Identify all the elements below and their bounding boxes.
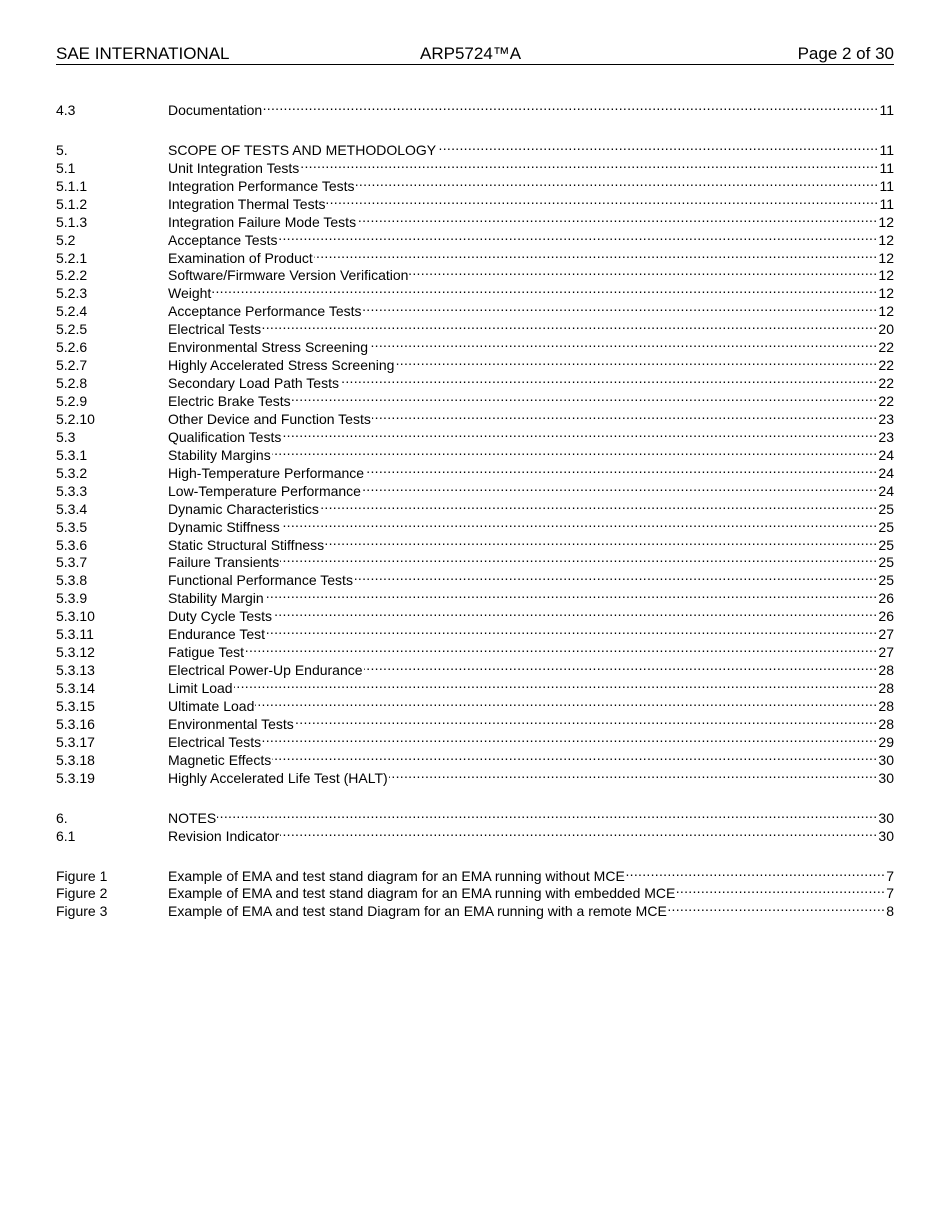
dot-leader [365,460,877,478]
toc-entry-page: 11 [879,195,894,212]
toc-entry-number: 5.3.12 [56,644,95,661]
toc-entry-title: Unit Integration Tests [168,159,300,176]
toc-entry-number: 5.3.6 [56,536,88,553]
toc-entry-page: 12 [878,213,894,230]
dot-leader [437,137,878,155]
header-page-number: Page 2 of 30 [797,44,894,63]
toc-entry-number: 5.3.11 [56,626,94,643]
toc-entry-page: 7 [886,885,894,902]
toc-entry-number: 5.3.14 [56,680,95,696]
toc-entry-number: 5.3 [56,428,76,445]
dot-leader [217,805,877,823]
header-document-number: ARP5724™A [420,44,522,63]
toc-entry-title: Integration Thermal Tests [168,195,326,212]
dot-leader [356,173,879,191]
toc-entry-number: 5. [56,141,68,158]
toc-entry-page: 22 [878,393,894,409]
toc-entry-title: Magnetic Effects [168,751,272,768]
toc-entry-number: 5.2.10 [56,410,95,427]
dot-leader [262,316,877,334]
dot-leader [362,478,877,496]
toc-entry-page: 12 [878,285,894,302]
dot-leader [626,863,885,881]
toc-entry-title: Low-Temperature Performance [168,482,361,499]
dot-leader [265,585,878,603]
dot-leader [369,334,877,352]
toc-entry-page: 12 [878,303,894,320]
toc-entry-page: 22 [878,375,894,392]
toc-entry-page: 11 [879,101,894,118]
toc-group [56,805,894,844]
toc-entry-title: Acceptance Tests [168,231,278,248]
toc-entry-page: 26 [878,608,894,625]
toc-entry-number: 5.2.2 [56,267,88,284]
header-organization: SAE INTERNATIONAL [56,44,230,63]
dot-leader [282,424,877,442]
toc-entry[interactable] [56,805,894,826]
toc-entry-title: Other Device and Function Tests [168,410,371,427]
toc-entry-title: Ultimate Load [168,697,255,714]
dot-leader [280,823,877,841]
toc-entry-number: 6.1 [56,827,76,844]
toc-entry-page: 25 [878,518,894,535]
toc-entry-title: Software/Firmware Version Verification [168,267,409,284]
toc-entry-title: Highly Accelerated Life Test (HALT) [168,769,388,786]
toc-entry-number: 5.3.10 [56,608,95,625]
toc-entry-title: Revision Indicator [168,827,280,844]
toc-entry-title: Electrical Power-Up Endurance [168,662,363,679]
dot-leader [272,442,878,460]
toc-entry-number: 5.2.5 [56,321,88,338]
dot-leader [262,729,877,747]
toc-entry-number: Figure 3 [56,903,108,920]
toc-entry-title: Examination of Product [168,249,313,266]
dot-leader [326,191,878,209]
toc-entry-title: Static Structural Stiffness [168,536,325,553]
dot-leader [363,298,878,316]
toc-entry-number: 5.2.1 [56,249,88,266]
toc-entry-number: 5.2.8 [56,375,88,392]
dot-leader [395,352,877,370]
page-header [56,44,894,65]
toc-entry-page: 28 [878,697,894,714]
dot-leader [325,532,877,550]
toc-entry[interactable] [56,863,894,884]
toc-entry-number: 5.2.3 [56,285,88,302]
toc-entry-number: 5.2.7 [56,357,88,374]
toc-entry-title: Integration Failure Mode Tests [168,213,357,230]
toc-entry-page: 28 [878,662,894,679]
toc-entry[interactable] [56,97,894,118]
toc-entry-page: 22 [878,357,894,374]
dot-leader [292,388,878,406]
toc-entry-page: 29 [878,733,894,750]
toc-entry-page: 28 [878,715,894,732]
toc-entry-title: Electric Brake Tests [168,393,291,409]
toc-entry-page: 25 [878,500,894,517]
dot-leader [245,639,877,657]
toc-entry-title: Example of EMA and test stand diagram for an EMA running without MCE [168,867,625,884]
toc-entry-number: 5.3.5 [56,518,88,535]
toc-entry-page: 23 [878,428,894,445]
toc-group [56,97,894,118]
dot-leader [263,97,878,115]
toc-entry-page: 25 [878,554,894,571]
dot-leader [668,898,885,916]
toc-entry-page: 27 [878,626,894,643]
toc-entry-page: 24 [878,464,894,481]
toc-entry-page: 30 [878,809,894,826]
toc-entry-page: 24 [878,482,894,499]
toc-entry-page: 12 [878,267,894,284]
dot-leader [409,263,877,281]
toc-entry-number: Figure 1 [56,867,108,884]
toc-entry-number: Figure 2 [56,885,108,902]
toc-entry-page: 24 [878,446,894,463]
toc-entry-title: High-Temperature Performance [168,464,365,481]
toc-entry-number: 5.3.8 [56,572,88,589]
toc-entry-number: 5.2 [56,231,76,248]
toc-entry-number: 4.3 [56,101,76,118]
toc-entry-number: 5.3.1 [56,446,88,463]
dot-leader [364,657,878,675]
toc-entry-page: 23 [878,410,894,427]
toc-entry[interactable] [56,137,894,158]
toc-entry-title: Environmental Stress Screening [168,339,368,356]
dot-leader [255,693,877,711]
toc-entry-number: 6. [56,809,68,826]
toc-entry-title: Qualification Tests [168,428,282,445]
toc-entry-title: NOTES [168,809,217,826]
dot-leader [389,765,878,783]
toc-entry-title: Integration Performance Tests [168,177,355,194]
table-of-contents [56,97,894,938]
toc-entry-page: 12 [878,249,894,266]
toc-entry-page: 8 [886,903,894,920]
toc-entry-title: Endurance Test [168,626,266,643]
toc-entry-page: 25 [878,572,894,589]
toc-entry-number: 5.1.1 [56,177,88,194]
toc-entry-number: 5.2.4 [56,303,88,320]
toc-entry-number: 5.1.3 [56,213,88,230]
toc-entry-title: Duty Cycle Tests [168,608,272,625]
toc-entry-number: 5.3.2 [56,464,88,481]
toc-entry-number: 5.3.19 [56,769,95,786]
toc-entry-title: Acceptance Performance Tests [168,303,362,320]
toc-entry-title: Stability Margin [168,590,264,607]
toc-entry-title: Example of EMA and test stand diagram for an EMA running with embedded MCE [168,885,676,902]
dot-leader [372,406,878,424]
dot-leader [295,711,878,729]
toc-entry-number: 5.3.9 [56,590,88,607]
toc-entry-number: 5.3.4 [56,500,88,517]
toc-entry-page: 30 [878,751,894,768]
dot-leader [354,567,877,585]
dot-leader [280,550,877,568]
toc-entry-title: Functional Performance Tests [168,572,353,589]
dot-leader [340,370,877,388]
toc-entry-number: 5.1.2 [56,195,88,212]
toc-entry-title: Weight [168,285,212,302]
toc-entry-title: Electrical Tests [168,321,262,338]
toc-entry-number: 5.3.16 [56,715,95,732]
toc-entry-page: 28 [878,680,894,696]
toc-entry-number: 5.3.13 [56,662,95,679]
toc-entry-page: 11 [879,159,894,176]
dot-leader [273,603,877,621]
dot-leader [212,280,877,298]
toc-entry-number: 5.3.18 [56,751,95,768]
toc-entry-page: 27 [878,644,894,661]
toc-entry-title: Highly Accelerated Stress Screening [168,357,395,374]
toc-entry-page: 30 [878,827,894,844]
toc-entry-title: Documentation [168,101,263,118]
toc-entry-page: 11 [879,141,894,158]
dot-leader [278,227,877,245]
toc-entry-page: 11 [879,177,894,194]
toc-entry-title: Environmental Tests [168,715,294,732]
dot-leader [266,621,877,639]
toc-entry-page: 7 [886,867,894,884]
toc-group [56,863,894,920]
toc-entry-title: SCOPE OF TESTS AND METHODOLOGY [168,141,437,158]
toc-entry-number: 5.1 [56,159,76,176]
toc-entry-number: 5.2.9 [56,393,88,409]
toc-entry-title: Limit Load [168,680,233,696]
toc-entry-page: 30 [878,769,894,786]
toc-entry-page: 25 [878,536,894,553]
toc-entry-number: 5.2.6 [56,339,88,356]
toc-entry-title: Dynamic Stiffness [168,518,280,535]
dot-leader [320,496,877,514]
toc-entry-title: Secondary Load Path Tests [168,375,339,392]
toc-entry-page: 22 [878,339,894,356]
dot-leader [300,155,878,173]
toc-entry-number: 5.3.3 [56,482,88,499]
dot-leader [272,747,877,765]
toc-entry-title: Dynamic Characteristics [168,500,319,517]
toc-entry-number: 5.3.15 [56,697,95,714]
dot-leader [281,514,878,532]
dot-leader [234,675,878,693]
toc-entry-page: 12 [878,231,894,248]
dot-leader [676,881,885,899]
dot-leader [314,245,878,263]
toc-entry-title: Example of EMA and test stand Diagram for an EMA running with a remote MCE [168,903,667,920]
dot-leader [357,209,877,227]
toc-group [56,137,894,786]
toc-entry-title: Electrical Tests [168,733,262,750]
toc-entry-title: Fatigue Test [168,644,245,661]
toc-entry-number: 5.3.17 [56,733,95,750]
toc-entry-page: 26 [878,590,894,607]
toc-entry-number: 5.3.7 [56,554,88,571]
toc-entry-title: Failure Transients [168,554,280,571]
toc-entry-page: 20 [878,321,894,338]
toc-entry-title: Stability Margins [168,446,271,463]
